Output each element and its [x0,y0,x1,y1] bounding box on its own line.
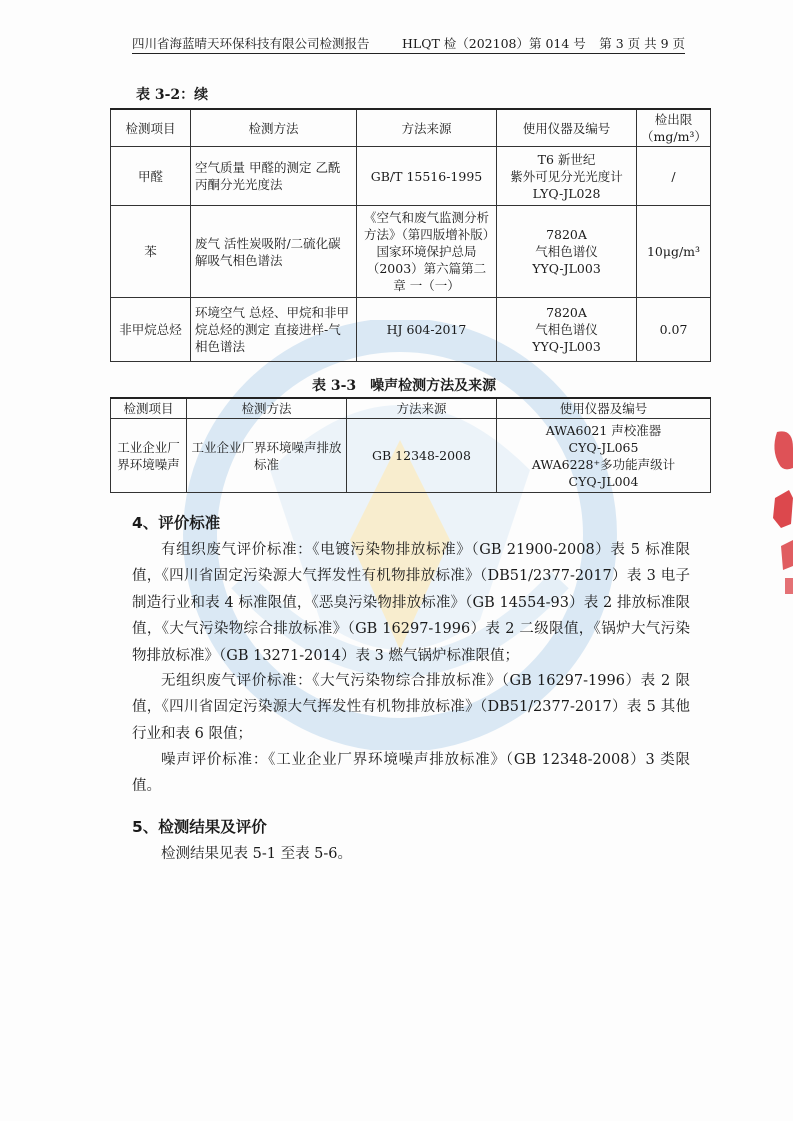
col-header-item: 检测项目 [111,109,191,147]
instrument-line: 7820A [546,227,587,242]
instrument-line: 气相色谱仪 [535,244,598,259]
instrument-line: 紫外可见分光光度计 [510,168,623,184]
cell-instrument [497,147,637,206]
section-5-paragraph: 检测结果见表 5-1 至表 5-6。 [161,846,353,862]
table-row [111,419,711,493]
col-header-limit-unit: （mg/m³） [641,129,707,144]
col-header-method: 检测方法 [191,109,357,147]
cell-item: 工业企业厂界环境噪声 [111,419,187,493]
section-4-paragraph: 噪声评价标准：《工业企业厂界环境噪声排放标准》（GB 12348-2008）3 类限值。 [132,752,690,795]
col-header-source: 方法来源 [357,109,497,147]
red-seal-stamp-edge [771,428,793,598]
page-header [132,31,685,54]
instrument-line: T6 新世纪 [537,151,596,167]
cell-instrument [497,419,711,493]
table-row [111,206,711,298]
section-5-title: 5、检测结果及评价 [132,818,267,836]
cell-limit: 10μg/m³ [637,206,711,298]
cell-limit: / [637,147,711,206]
header-company: 四川省海蓝晴天环保科技有限公司检测报告 [132,36,370,51]
cell-source: GB 12348-2008 [347,419,497,493]
table-3-2-caption: 表 3-2：续 [136,87,209,103]
instrument-line: LYQ-JL028 [532,185,601,201]
header-report-no: HLQT 检（202108）第 014 号 [402,36,586,51]
table-3-3 [110,397,711,493]
col-header-instrument: 使用仪器及编号 [497,109,637,147]
table-3-2 [110,108,711,362]
table-header-row [111,398,711,419]
table-header-row [111,109,711,147]
section-4-paragraph: 有组织废气评价标准：《电镀污染物排放标准》（GB 21900-2008）表 5 标准限值，《四川省固定污染源大气挥发性有机物排放标准》（DB51/2377-2017）表 3 电子制造行业和表 4 标准限值，《恶臭污染物排放标准》（GB 14554-93）表 2 排放标准限值，《大气污染物综合排放标准》（GB 16297-1996）表 2 二级限值，《锅炉大气污染物排放标准》（GB 13271-2014）表 3 燃气锅炉标准限值； [132,542,690,664]
instrument-line: AWA6228⁺多功能声级计 [531,456,676,472]
instrument-line: CYQ-JL065 [568,439,639,455]
table-row [111,147,711,206]
section-4-paragraph: 无组织废气评价标准：《大气污染物综合排放标准》（GB 16297-1996）表 2 限值，《四川省固定污染源大气挥发性有机物排放标准》（DB51/2377-2017）表 5 其他行业和表 6 限值； [132,673,690,742]
col-header-method: 检测方法 [187,398,347,419]
col-header-instrument: 使用仪器及编号 [497,398,711,419]
instrument-line: 7820A [546,305,587,320]
cell-item: 非甲烷总烃 [111,298,191,362]
section-4-title: 4、评价标准 [132,514,221,532]
cell-instrument [497,206,637,298]
instrument-line: AWA6021 声校准器 [545,422,662,438]
col-header-item: 检测项目 [111,398,187,419]
col-header-limit-label: 检出限 [654,112,693,127]
cell-method: 空气质量 甲醛的测定 乙酰丙酮分光光度法 [191,147,357,206]
instrument-line: CYQ-JL004 [568,473,639,489]
cell-method: 环境空气 总烃、甲烷和非甲烷总烃的测定 直接进样-气相色谱法 [191,298,357,362]
instrument-line: YYQ-JL003 [532,261,601,276]
cell-item: 苯 [111,206,191,298]
instrument-line: 气相色谱仪 [535,322,598,337]
table-3-3-caption: 表 3-3 噪声检测方法及来源 [312,378,497,394]
cell-source: 《空气和废气监测分析方法》（第四版增补版）国家环境保护总局（2003）第六篇第二章 一（一） [357,206,497,298]
header-page-number: 第 3 页 共 9 页 [599,36,685,51]
cell-source: GB/T 15516-1995 [357,147,497,206]
col-header-limit [637,109,711,147]
table-row [111,298,711,362]
cell-instrument [497,298,637,362]
cell-method: 废气 活性炭吸附/二硫化碳解吸气相色谱法 [191,206,357,298]
cell-method: 工业企业厂界环境噪声排放标准 [187,419,347,493]
instrument-line: YYQ-JL003 [532,339,601,354]
cell-source: HJ 604-2017 [357,298,497,362]
cell-item: 甲醛 [111,147,191,206]
col-header-source: 方法来源 [347,398,497,419]
cell-limit: 0.07 [637,298,711,362]
